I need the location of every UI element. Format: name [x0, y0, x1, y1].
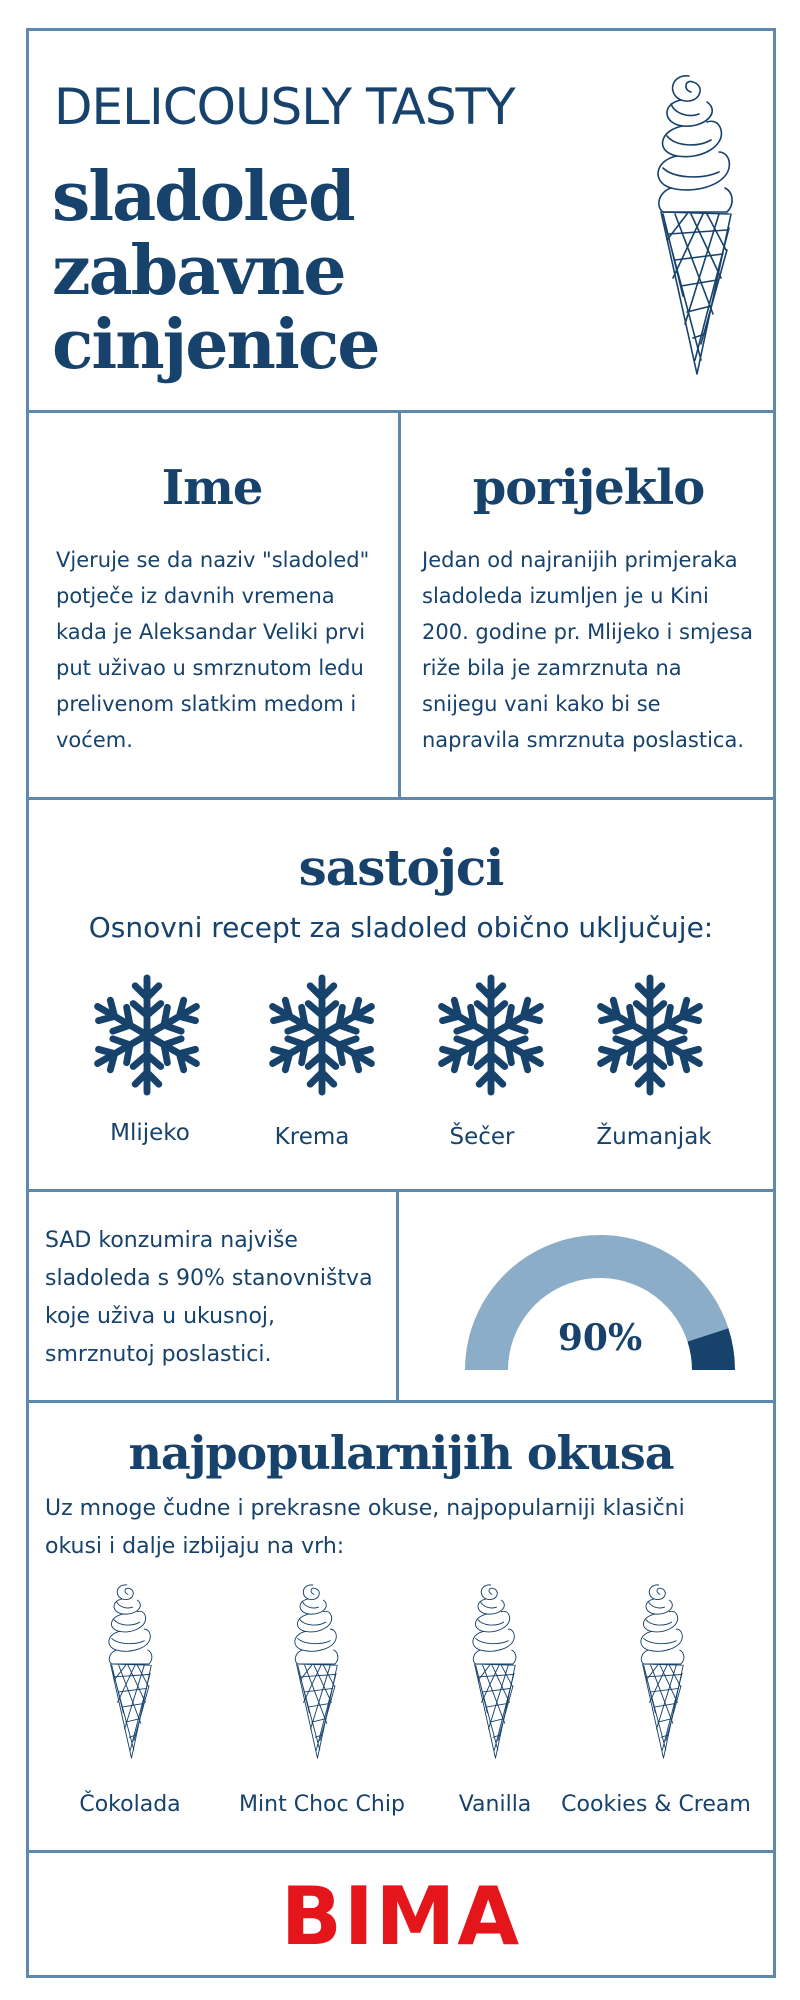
- title-line: zabavne: [52, 231, 345, 311]
- flavor-label: Mint Choc Chip: [239, 1792, 405, 1817]
- name-heading: Ime: [161, 460, 263, 516]
- ice-cream-cone-icon: [628, 1578, 692, 1764]
- ingredient-label: Mlijeko: [110, 1120, 190, 1146]
- brand-logo: BIMA: [280, 1870, 522, 1963]
- ingredient-label: Krema: [274, 1124, 350, 1150]
- ice-cream-cone-icon: [460, 1578, 524, 1764]
- ice-cream-cone-icon: [96, 1578, 160, 1764]
- origin-heading: porijeklo: [472, 460, 705, 516]
- ingredient-label: Žumanjak: [596, 1124, 712, 1150]
- ingredients-subtitle: Osnovni recept za sladoled obično uključuje:: [88, 911, 714, 944]
- flavors-subtitle: Uz mnoge čudne i prekrasne okuse, najpopularniji klasični okusi i dalje izbijaju na vrh:: [45, 1496, 685, 1559]
- snowflake-icon: [88, 970, 206, 1100]
- ice-cream-cone-icon: [282, 1578, 346, 1764]
- title-line: sladoled: [52, 157, 354, 237]
- divider: [26, 1400, 776, 1403]
- origin-text: Jedan od najranijih primjeraka sladoleda izumljen je u Kini 200. godine pr. Mlijeko i smjesa riže bila je zamrznuta na snijegu vani kako bi se napravila smrznuta poslastica.: [422, 548, 754, 752]
- percentage-gauge: [455, 1220, 745, 1380]
- divider: [26, 797, 776, 800]
- snowflake-icon: [432, 970, 550, 1100]
- ingredients-heading: sastojci: [298, 838, 504, 897]
- ingredient-label: Šečer: [449, 1124, 515, 1150]
- divider: [26, 1189, 776, 1192]
- divider: [26, 410, 776, 413]
- flavor-label: Čokolada: [79, 1792, 181, 1817]
- header-kicker: DELICOUSLY TASTY: [54, 78, 515, 136]
- flavor-label: Cookies & Cream: [561, 1792, 751, 1817]
- divider: [396, 1189, 399, 1400]
- snowflake-icon: [591, 970, 709, 1100]
- page-title: [52, 157, 379, 385]
- ice-cream-cone-icon: [636, 64, 746, 384]
- flavors-heading: najpopularnijih okusa: [128, 1426, 674, 1480]
- name-text: Vjeruje se da naziv "sladoled" potječe iz davnih vremena kada je Aleksandar Veliki prvi put uživao u smrznutom ledu prelivenom slatkim medom i voćem.: [56, 548, 370, 752]
- gauge-value: 90%: [557, 1317, 643, 1359]
- stat-text: SAD konzumira najviše sladoleda s 90% stanovništva koje uživa u ukusnoj, smrznutoj poslastici.: [45, 1228, 373, 1367]
- divider: [26, 1850, 776, 1853]
- flavor-label: Vanilla: [458, 1792, 532, 1817]
- title-line: cinjenice: [52, 305, 379, 385]
- snowflake-icon: [263, 970, 381, 1100]
